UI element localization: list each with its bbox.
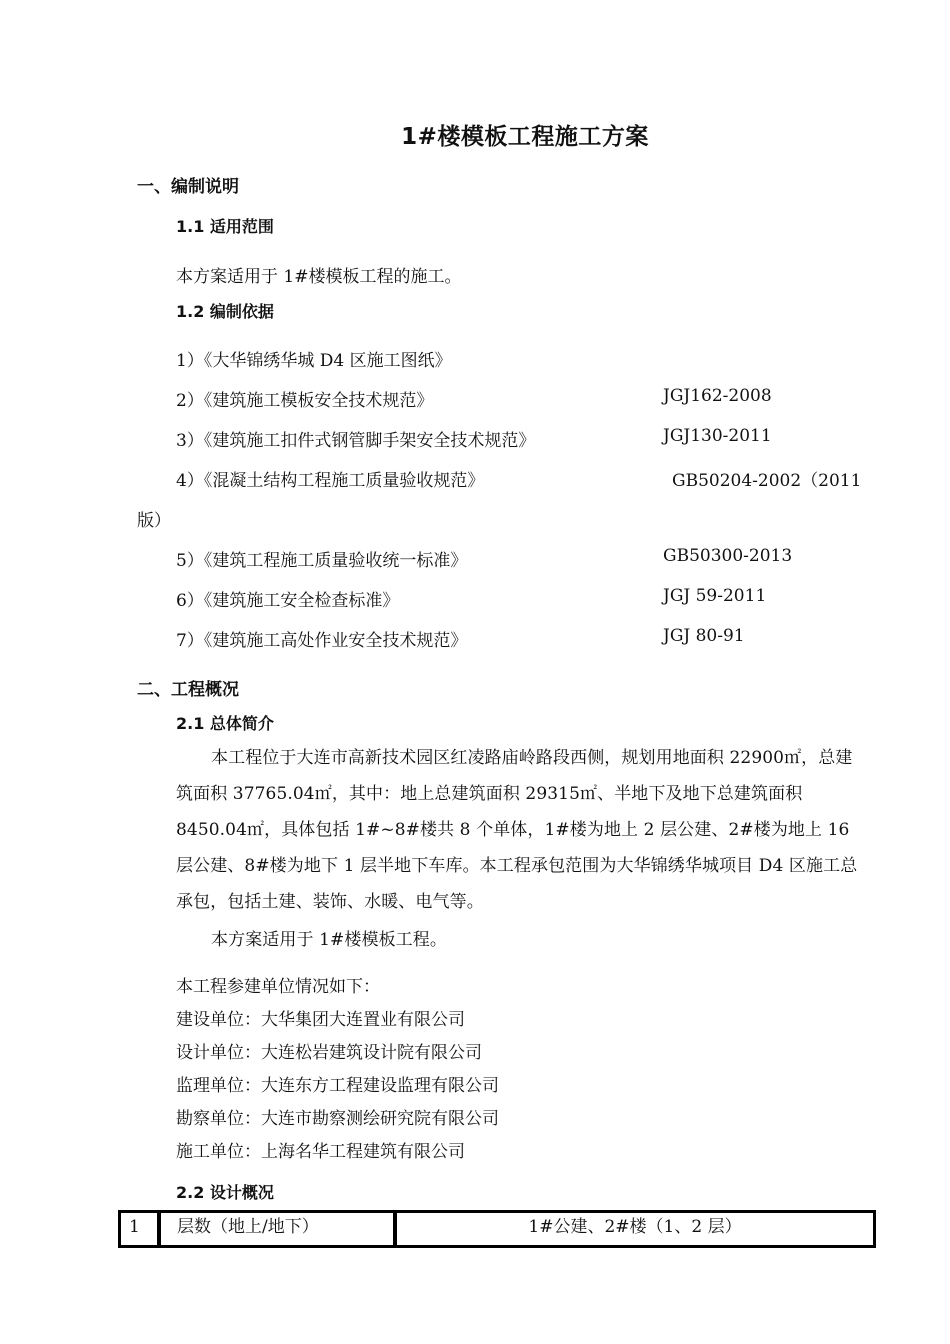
reference-name: 3）《建筑施工扣件式钢管脚手架安全技术规范》 [176, 431, 536, 451]
reference-name: 6）《建筑施工安全检查标准》 [176, 591, 400, 611]
reference-name: 2）《建筑施工模板安全技术规范》 [176, 391, 434, 411]
table-cell-no: 1 [119, 1211, 159, 1247]
reference-standard: JGJ 80-91 [663, 626, 745, 646]
section-heading-2: 二、工程概况 [137, 680, 239, 700]
reference-standard: JGJ130-2011 [663, 426, 772, 446]
subsection-heading-1-2: 1.2 编制依据 [176, 302, 274, 321]
subsection-heading-2-1: 2.1 总体简介 [176, 714, 274, 733]
unit-supervisor: 监理单位：大连东方工程建设监理有限公司 [176, 1076, 499, 1096]
subsection-heading-2-2: 2.2 设计概况 [176, 1183, 274, 1202]
page-title: 1#楼模板工程施工方案 [401, 124, 649, 150]
unit-contractor: 施工单位：上海名华工程建筑有限公司 [176, 1142, 465, 1162]
reference-name: 7）《建筑施工高处作业安全技术规范》 [176, 631, 468, 651]
reference-standard: JGJ 59-2011 [663, 586, 767, 606]
reference-name: 4）《混凝土结构工程施工质量验收规范》 [176, 471, 485, 491]
design-overview-table [118, 1210, 876, 1248]
overview-paragraph: 本工程位于大连市高新技术园区红凌路庙岭路段西侧，规划用地面积 22900㎡，总建筑面积 37765.04㎡，其中：地上总建筑面积 29315㎡、半地下及地下总建筑面积 8450.04㎡，具体包括 1#~8#楼共 8 个单体，1#楼为地上 2 层公建、2#楼为地上 16 层公建、8#楼为地下 1 层半地下车库。本工程承包范围为大华锦绣华城项目 D4 区施工总承包，包括土建、装饰、水暖、电气等。 [176, 748, 858, 912]
table-row [119, 1211, 875, 1247]
section-heading-1: 一、编制说明 [137, 177, 239, 197]
unit-surveyor: 勘察单位：大连市勘察测绘研究院有限公司 [176, 1109, 499, 1129]
scope-text: 本方案适用于 1#楼模板工程的施工。 [176, 267, 462, 287]
unit-designer: 设计单位：大连松岩建筑设计院有限公司 [176, 1043, 482, 1063]
reference-standard: JGJ162-2008 [663, 386, 772, 406]
subsection-heading-1-1: 1.1 适用范围 [176, 217, 274, 236]
reference-name: 5）《建筑工程施工质量验收统一标准》 [176, 551, 468, 571]
reference-name: 1）《大华锦绣华城 D4 区施工图纸》 [176, 351, 452, 371]
scope-paragraph: 本方案适用于 1#楼模板工程。 [211, 930, 447, 950]
units-intro: 本工程参建单位情况如下： [176, 977, 380, 997]
unit-owner: 建设单位：大华集团大连置业有限公司 [176, 1010, 465, 1030]
reference-standard-continued: 版） [137, 511, 171, 531]
table-cell-item: 层数（地上/地下） [159, 1211, 395, 1247]
reference-standard: GB50300-2013 [663, 546, 793, 566]
reference-standard: GB50204-2002（2011 [672, 471, 862, 491]
table-cell-value: 1#公建、2#楼（1、2 层） [395, 1211, 875, 1247]
